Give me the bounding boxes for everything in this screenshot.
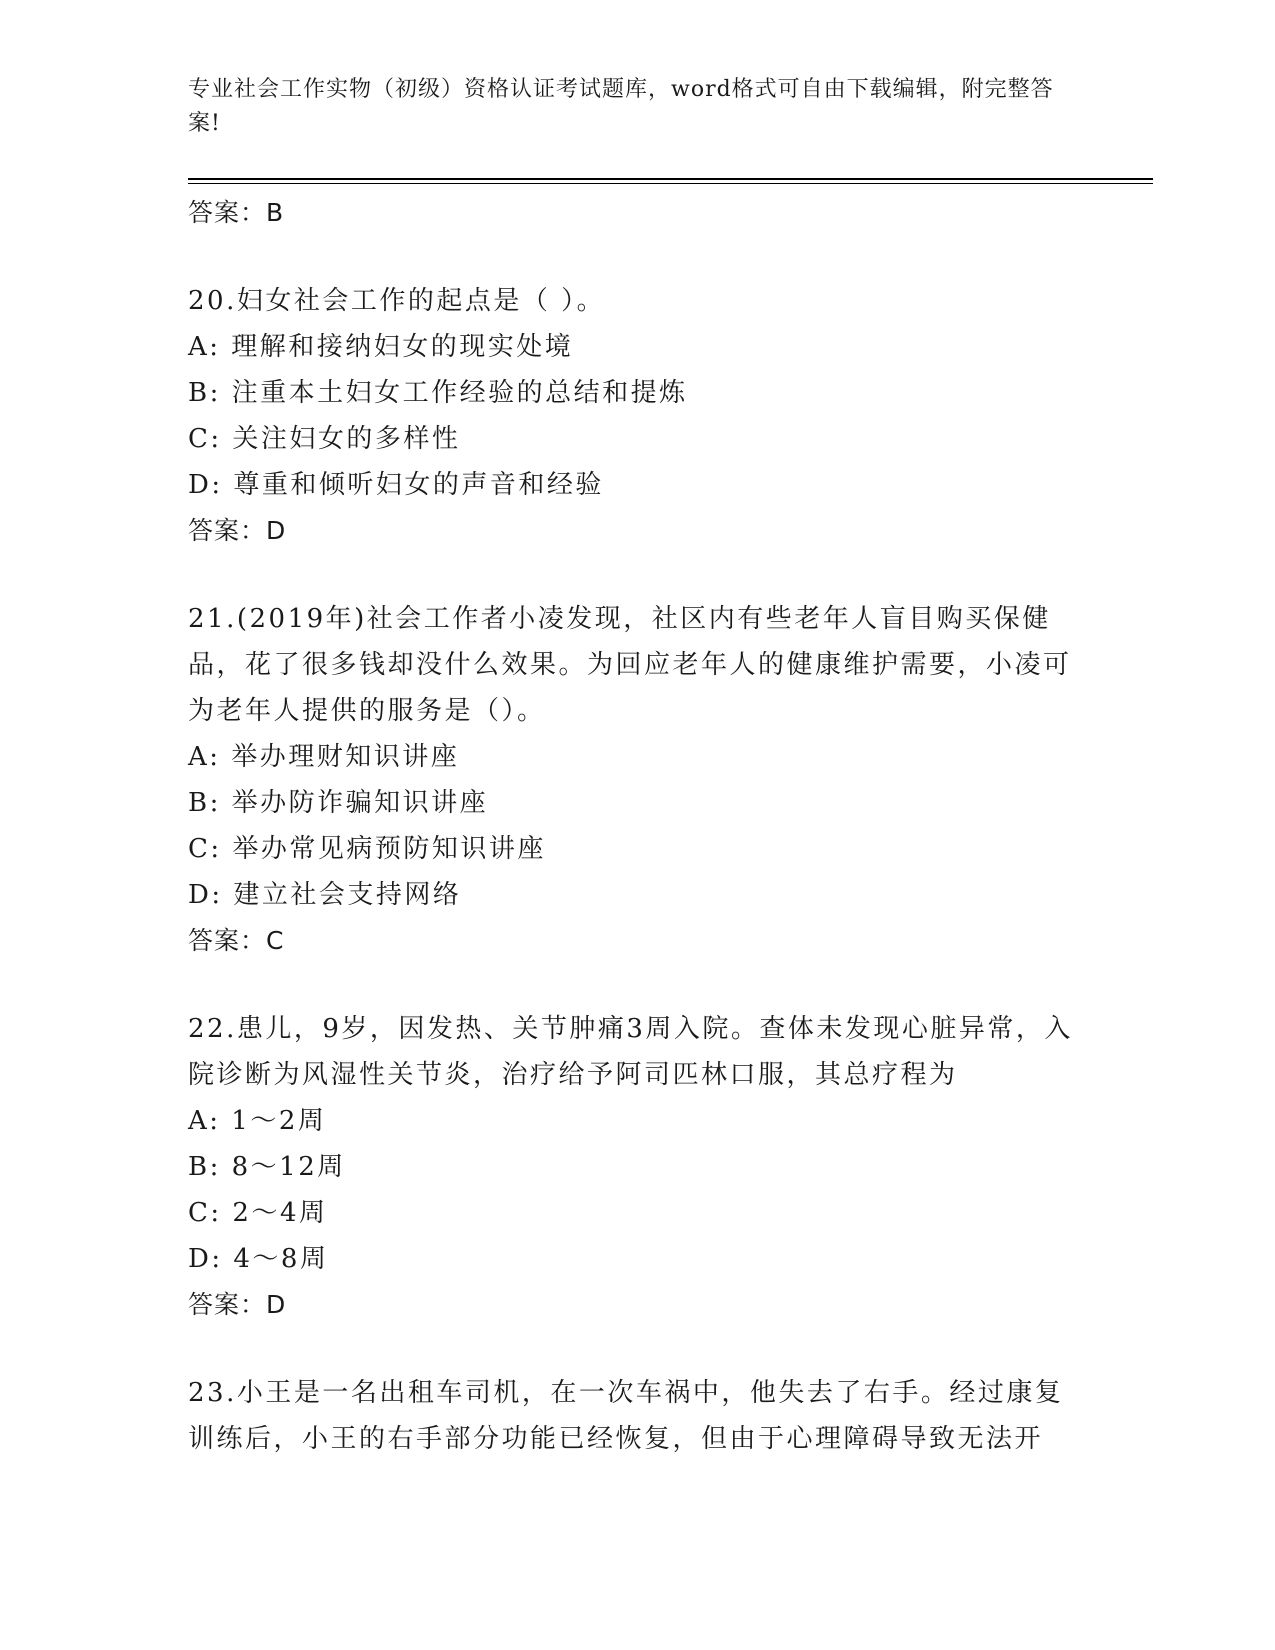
option-c: C: 举办常见病预防知识讲座	[188, 834, 546, 864]
option-b: B: 举办防诈骗知识讲座	[188, 788, 489, 818]
option-b: B: 8～12周	[188, 1152, 346, 1182]
option-d: D: 尊重和倾听妇女的声音和经验	[188, 470, 604, 500]
question-stem: 20.妇女社会工作的起点是（ ）。	[188, 286, 606, 316]
question-22	[188, 1006, 1088, 1328]
answer-line: 答案：D	[188, 1290, 287, 1319]
option-a: A: 1～2周	[188, 1106, 327, 1136]
question-23	[188, 1370, 1088, 1462]
answer-line: 答案：D	[188, 516, 287, 545]
question-20	[188, 278, 1088, 554]
option-c: C: 关注妇女的多样性	[188, 424, 461, 454]
option-a: A: 举办理财知识讲座	[188, 742, 460, 772]
option-c: C: 2～4周	[188, 1198, 328, 1228]
header-rule-thin	[188, 183, 1153, 184]
option-d: D: 建立社会支持网络	[188, 880, 462, 910]
question-stem: 23.小王是一名出租车司机，在一次车祸中，他失去了右手。经过康复训练后，小王的右手部分功能已经恢复，但由于心理障碍导致无法开	[188, 1378, 1064, 1454]
document-header: 专业社会工作实物（初级）资格认证考试题库，word格式可自由下载编辑，附完整答案!	[188, 77, 1054, 136]
question-list	[188, 190, 1088, 1462]
question-21	[188, 596, 1088, 964]
answer-line: 答案：C	[188, 926, 285, 955]
option-a: A: 理解和接纳妇女的现实处境	[188, 332, 574, 362]
question-stem: 22.患儿，9岁，因发热、关节肿痛3周入院。查体未发现心脏异常，入院诊断为风湿性关节炎，治疗给予阿司匹林口服，其总疗程为	[188, 1014, 1073, 1090]
option-d: D: 4～8周	[188, 1244, 329, 1274]
option-b: B: 注重本土妇女工作经验的总结和提炼	[188, 378, 688, 408]
question-stem: 21.(2019年)社会工作者小凌发现，社区内有些老年人盲目购买保健品，花了很多钱却没什么效果。为回应老年人的健康维护需要，小凌可为老年人提供的服务是（）。	[188, 604, 1072, 726]
header-rule-thick	[188, 178, 1153, 180]
answer-line: 答案：B	[188, 198, 285, 227]
